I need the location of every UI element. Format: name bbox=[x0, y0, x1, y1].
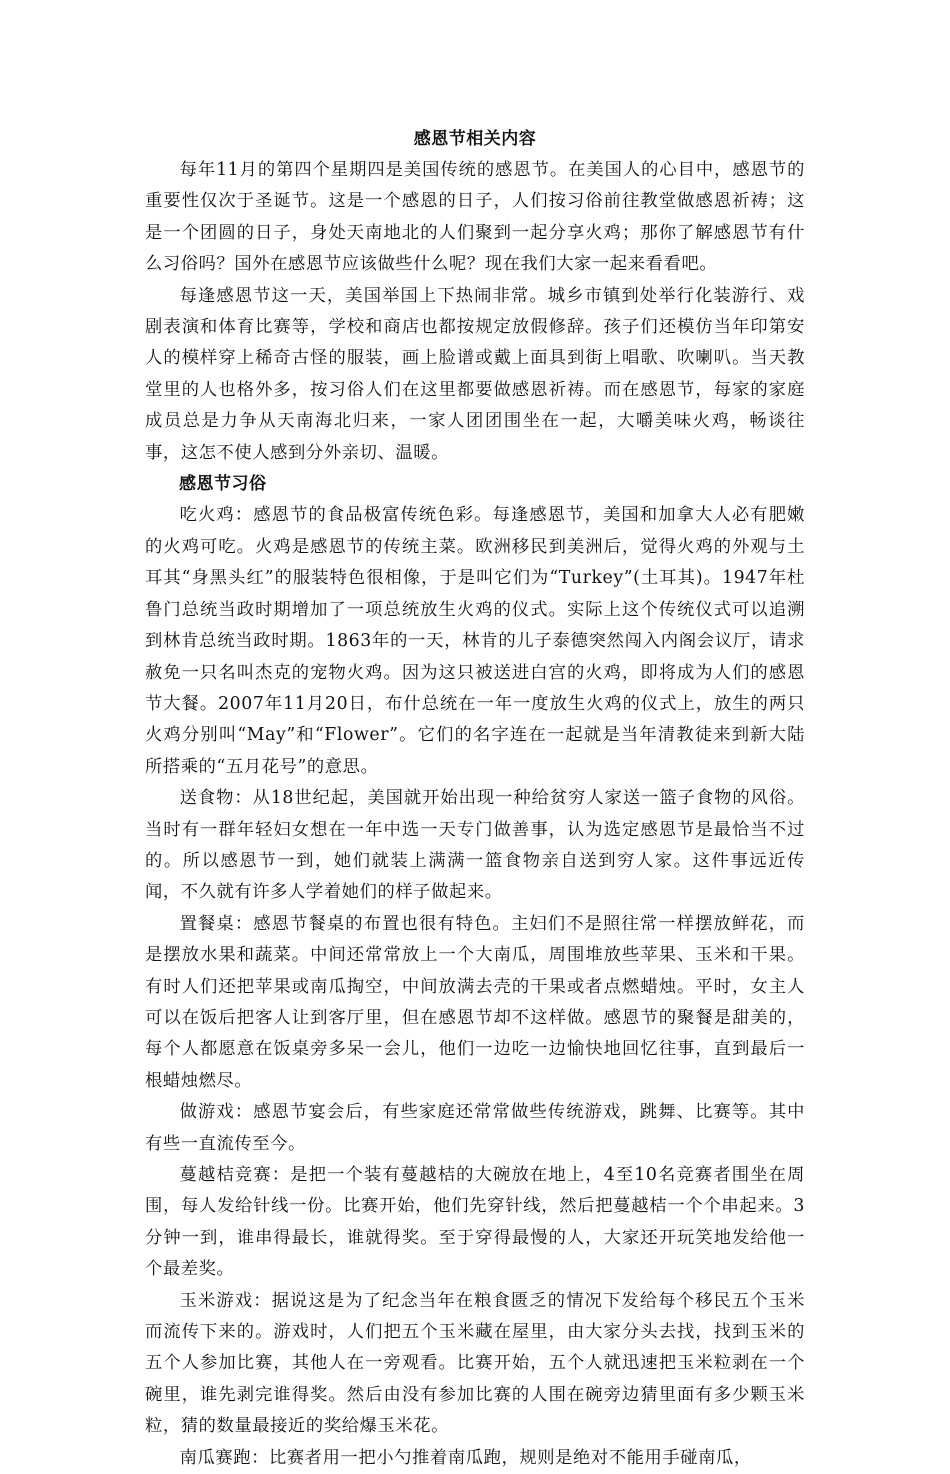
intro-paragraph: 每逢感恩节这一天，美国举国上下热闹非常。城乡市镇到处举行化装游行、戏剧表演和体育比赛等，学校和商店也都按规定放假修辞。孩子们还模仿当年印第安人的模样穿上稀奇古怪的服装，画上脸谱或戴上面具到街上唱歌、吹喇叭。当天教堂里的人也格外多，按习俗人们在这里都要做感恩祈祷。而在感恩节，每家的家庭成员总是力争从天南海北归来，一家人团团围坐在一起，大嚼美味火鸡，畅谈往事，这怎不使人感到分外亲切、温暖。 bbox=[145, 285, 805, 463]
custom-paragraph-cranberry: 蔓越桔竞赛：是把一个装有蔓越桔的大碗放在地上，4至10名竞赛者围坐在周围，每人发给针线一份。比赛开始，他们先穿针线，然后把蔓越桔一个个串起来。3分钟一到，谁串得最长，谁就得奖。至于穿得最慢的人，大家还开玩笑地发给他一个最差奖。 bbox=[145, 1165, 805, 1280]
custom-paragraph-turkey: 吃火鸡：感恩节的食品极富传统色彩。每逢感恩节，美国和加拿大人必有肥嫩的火鸡可吃。火鸡是感恩节的传统主菜。欧洲移民到美洲后，觉得火鸡的外观与土耳其“身黑头红”的服装特色很相像，于是叫它们为“Turkey”(土耳其)。1947年杜鲁门总统当政时期增加了一项总统放生火鸡的仪式。实际上这个传统仪式可以追溯到林肯总统当政时期。1863年的一天，林肯的儿子泰德突然闯入内阁会议厅，请求赦免一只名叫杰克的宠物火鸡。因为这只被送进白宫的火鸡，即将成为人们的感恩节大餐。2007年11月20日，布什总统在一年一度放生火鸡的仪式上，放生的两只火鸡分别叫“May”和“Flower”。它们的名字连在一起就是当年清教徒来到新大陆所搭乘的“五月花号”的意思。 bbox=[145, 505, 805, 777]
custom-paragraph-food: 送食物：从18世纪起，美国就开始出现一种给贫穷人家送一篮子食物的风俗。当时有一群年轻妇女想在一年中选一天专门做善事，认为选定感恩节是最恰当不过的。所以感恩节一到，她们就装上满满一篮食物亲自送到穷人家。这件事远近传闻，不久就有许多人学着她们的样子做起来。 bbox=[145, 788, 805, 903]
custom-paragraph-pumpkin: 南瓜赛跑：比赛者用一把小勺推着南瓜跑，规则是绝对不能用手碰南瓜， bbox=[179, 1447, 752, 1468]
document-title: 感恩节相关内容 bbox=[413, 129, 537, 149]
intro-paragraph: 每年11月的第四个星期四是美国传统的感恩节。在美国人的心目中，感恩节的重要性仅次于圣诞节。这是一个感恩的日子，人们按习俗前往教堂做感恩祈祷；这是一个团圆的日子，身处天南地北的人们聚到一起分享火鸡；那你了解感恩节有什么习俗吗？国外在感恩节应该做些什么呢？现在我们大家一起来看看吧。 bbox=[145, 160, 805, 275]
section-heading: 感恩节习俗 bbox=[179, 474, 267, 495]
document-page bbox=[145, 124, 805, 1474]
custom-paragraph-corn: 玉米游戏：据说这是为了纪念当年在粮食匮乏的情况下发给每个移民五个玉米而流传下来的。游戏时，人们把五个玉米藏在屋里，由大家分头去找，找到玉米的五个人参加比赛，其他人在一旁观看。比赛开始，五个人就迅速把玉米粒剥在一个碗里，谁先剥完谁得奖。然后由没有参加比赛的人围在碗旁边猜里面有多少颗玉米粒，猜的数量最接近的奖给爆玉米花。 bbox=[145, 1290, 805, 1437]
custom-paragraph-games: 做游戏：感恩节宴会后，有些家庭还常常做些传统游戏，跳舞、比赛等。其中有些一直流传至今。 bbox=[145, 1102, 805, 1154]
custom-paragraph-table: 置餐桌：感恩节餐桌的布置也很有特色。主妇们不是照往常一样摆放鲜花，而是摆放水果和蔬菜。中间还常常放上一个大南瓜，周围堆放些苹果、玉米和干果。有时人们还把苹果或南瓜掏空，中间放满去壳的干果或者点燃蜡烛。平时，女主人可以在饭后把客人让到客厅里，但在感恩节却不这样做。感恩节的聚餐是甜美的，每个人都愿意在饭桌旁多呆一会儿，他们一边吃一边愉快地回忆往事，直到最后一根蜡烛燃尽。 bbox=[145, 913, 805, 1091]
